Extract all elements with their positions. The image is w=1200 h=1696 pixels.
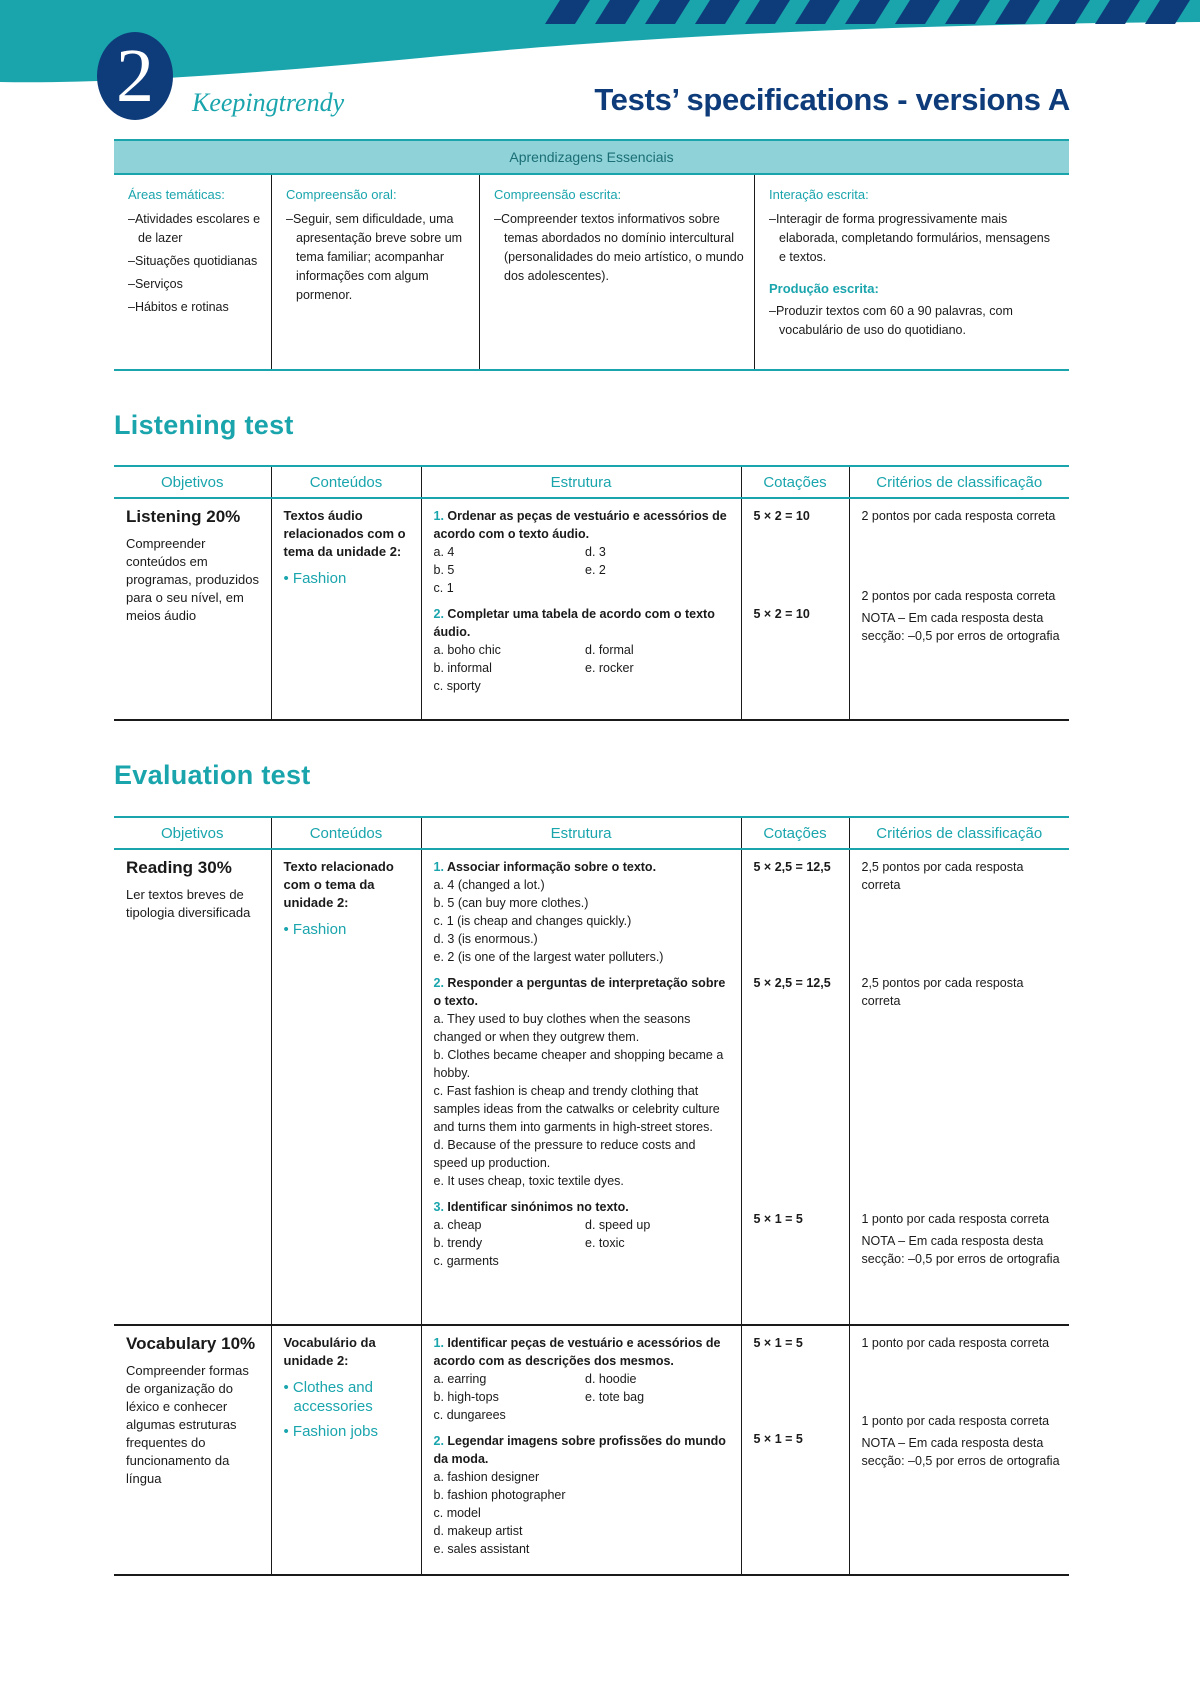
vocabulary-content-cell bbox=[271, 1325, 421, 1575]
answer-line: c. 1 (is cheap and changes quickly.) bbox=[433, 914, 632, 928]
score: 5 × 2,5 = 12,5 bbox=[753, 860, 831, 874]
answer-line: e. It uses cheap, toxic textile dyes. bbox=[433, 1174, 624, 1188]
vocabulary-structure-cell bbox=[421, 1325, 741, 1575]
ae-areas-column bbox=[114, 175, 271, 369]
option: e. toxic bbox=[585, 1236, 625, 1250]
criterion-note: NOTA – Em cada resposta desta secção: –0,5 por erros de ortografia bbox=[861, 1234, 1060, 1266]
option bbox=[585, 579, 733, 597]
col-header-criterios: Critérios de classificação bbox=[849, 466, 1069, 498]
unit-number-badge bbox=[94, 30, 176, 122]
criterion-note: NOTA – Em cada resposta desta secção: –0,5 por erros de ortografia bbox=[861, 611, 1060, 643]
option: b. trendy bbox=[433, 1236, 483, 1250]
listening-objective-cell bbox=[114, 498, 271, 720]
ae-area-item: –Serviços bbox=[128, 277, 183, 291]
objective-description: Compreender conteúdos em programas, produzidos para o seu nível, em meios áudio bbox=[126, 536, 259, 623]
option: d. formal bbox=[585, 643, 634, 657]
option: a. 4 bbox=[433, 545, 455, 559]
topic-item: • Fashion bbox=[283, 921, 347, 938]
listening-scores-cell bbox=[741, 498, 849, 720]
option: a. cheap bbox=[433, 1218, 482, 1232]
question-title: Completar uma tabela de acordo com o texto áudio. bbox=[433, 607, 715, 639]
question-title: Identificar peças de vestuário e acessórios de acordo com as descrições dos mesmos. bbox=[433, 1336, 721, 1368]
criterion: 1 ponto por cada resposta correta bbox=[861, 1212, 1050, 1226]
question bbox=[434, 1198, 733, 1270]
content-text: Textos áudio relacionados com o tema da unidade 2: bbox=[283, 508, 406, 559]
answer-line: b. 5 (can buy more clothes.) bbox=[433, 896, 589, 910]
answer-line: a. fashion designer bbox=[433, 1470, 540, 1484]
col-header-cotacoes: Cotações bbox=[741, 466, 849, 498]
ae-escrita-heading: Compreensão escrita: bbox=[494, 187, 622, 202]
reading-structure-cell bbox=[421, 849, 741, 1325]
question-number: 2. bbox=[433, 976, 444, 990]
objective-description: Ler textos breves de tipologia diversificada bbox=[126, 887, 251, 920]
ae-area-item: –Atividades escolares e de lazer bbox=[128, 212, 261, 245]
question bbox=[434, 1432, 733, 1558]
question-number: 1. bbox=[433, 860, 444, 874]
answer-line: b. fashion photographer bbox=[433, 1488, 566, 1502]
score: 5 × 2,5 = 12,5 bbox=[753, 976, 831, 990]
topic-item: • Fashion jobs bbox=[283, 1423, 378, 1440]
option bbox=[585, 1406, 733, 1424]
objective-title: Reading 30% bbox=[126, 858, 232, 877]
question-number: 2. bbox=[433, 607, 444, 621]
question-title: Identificar sinónimos no texto. bbox=[447, 1200, 629, 1214]
criterion-note: NOTA – Em cada resposta desta secção: –0,5 por erros de ortografia bbox=[861, 1436, 1060, 1468]
ae-interacao-text: –Interagir de forma progressivamente mais elaborada, completando formulários, mensagens e textos. bbox=[769, 212, 1050, 264]
option: d. 3 bbox=[585, 545, 606, 559]
question bbox=[434, 507, 733, 597]
question-title: Associar informação sobre o texto. bbox=[446, 860, 657, 874]
question bbox=[434, 858, 733, 966]
option: b. high-tops bbox=[433, 1390, 499, 1404]
option: b. 5 bbox=[433, 563, 455, 577]
score: 5 × 1 = 5 bbox=[753, 1336, 803, 1350]
question-title: Ordenar as peças de vestuário e acessórios de acordo com o texto áudio. bbox=[433, 509, 727, 541]
answer-line: e. 2 (is one of the largest water polluters.) bbox=[433, 950, 664, 964]
reading-criteria-cell bbox=[849, 849, 1069, 1325]
option: c. garments bbox=[433, 1254, 499, 1268]
reading-content-cell bbox=[271, 849, 421, 1325]
evaluation-section-title: Evaluation test bbox=[114, 760, 311, 790]
ae-interacao-heading: Interação escrita: bbox=[769, 187, 869, 202]
objective-title: Vocabulary 10% bbox=[126, 1334, 256, 1353]
option: d. speed up bbox=[585, 1218, 651, 1232]
ae-oral-heading: Compreensão oral: bbox=[286, 187, 397, 202]
ae-area-item: –Hábitos e rotinas bbox=[128, 300, 229, 314]
answer-line: c. model bbox=[433, 1506, 481, 1520]
ae-producao-heading: Produção escrita: bbox=[769, 281, 879, 296]
col-header-estrutura: Estrutura bbox=[421, 817, 741, 849]
col-header-estrutura: Estrutura bbox=[421, 466, 741, 498]
col-header-criterios: Critérios de classificação bbox=[849, 817, 1069, 849]
col-header-conteudos: Conteúdos bbox=[271, 817, 421, 849]
listening-criteria-cell bbox=[849, 498, 1069, 720]
option: e. rocker bbox=[585, 661, 634, 675]
question-number: 3. bbox=[433, 1200, 444, 1214]
question-number: 1. bbox=[433, 509, 444, 523]
criterion: 1 ponto por cada resposta correta bbox=[861, 1414, 1050, 1428]
option: a. earring bbox=[433, 1372, 487, 1386]
page-title: Tests’ specifications - versions A bbox=[594, 82, 1070, 117]
answer-line: d. 3 (is enormous.) bbox=[433, 932, 538, 946]
content-text: Vocabulário da unidade 2: bbox=[283, 1335, 376, 1368]
question bbox=[434, 605, 733, 695]
answer-line: d. makeup artist bbox=[433, 1524, 523, 1538]
question-number: 2. bbox=[433, 1434, 444, 1448]
unit-title: Keepingtrendy bbox=[192, 88, 345, 117]
ae-interacao-column bbox=[754, 175, 1069, 369]
ae-title: Aprendizagens Essenciais bbox=[114, 139, 1069, 175]
ae-oral-column bbox=[271, 175, 479, 369]
vocabulary-scores-cell bbox=[741, 1325, 849, 1575]
option: c. sporty bbox=[433, 679, 481, 693]
ae-oral-text: –Seguir, sem dificuldade, uma apresentação breve sobre um tema familiar; acompanhar informações com algum pormenor. bbox=[286, 212, 463, 302]
question-number: 1. bbox=[433, 1336, 444, 1350]
col-header-objetivos: Objetivos bbox=[114, 466, 271, 498]
option: c. 1 bbox=[433, 581, 454, 595]
question bbox=[434, 1334, 733, 1424]
question bbox=[434, 974, 733, 1190]
ae-areas-heading: Áreas temáticas: bbox=[128, 187, 225, 202]
answer-line: a. 4 (changed a lot.) bbox=[433, 878, 545, 892]
answer-line: e. sales assistant bbox=[433, 1542, 530, 1556]
vocabulary-criteria-cell bbox=[849, 1325, 1069, 1575]
col-header-cotacoes: Cotações bbox=[741, 817, 849, 849]
question-title: Responder a perguntas de interpretação sobre o texto. bbox=[433, 976, 726, 1008]
topic-item: • Fashion bbox=[283, 570, 347, 587]
score: 5 × 2 = 10 bbox=[753, 607, 810, 621]
listening-structure-cell bbox=[421, 498, 741, 720]
option bbox=[585, 677, 733, 695]
criterion: 1 ponto por cada resposta correta bbox=[861, 1336, 1050, 1350]
listening-table bbox=[114, 465, 1069, 721]
topic-item: • Clothes and accessories bbox=[283, 1379, 373, 1415]
col-header-objetivos: Objetivos bbox=[114, 817, 271, 849]
option: d. hoodie bbox=[585, 1372, 637, 1386]
answer-line: c. Fast fashion is cheap and trendy clothing that samples ideas from the catwalks or celebrity culture and turns them into garments in high-street stores. bbox=[433, 1084, 720, 1134]
listening-content-cell bbox=[271, 498, 421, 720]
ae-escrita-column bbox=[479, 175, 754, 369]
col-header-conteudos: Conteúdos bbox=[271, 466, 421, 498]
option bbox=[585, 1252, 733, 1270]
reading-scores-cell bbox=[741, 849, 849, 1325]
answer-line: d. Because of the pressure to reduce costs and speed up production. bbox=[433, 1138, 696, 1170]
objective-description: Compreender formas de organização do léxico e conhecer algumas estruturas frequentes do funcionamento da língua bbox=[126, 1363, 249, 1486]
answer-line: a. They used to buy clothes when the seasons changed or when they outgrew them. bbox=[433, 1012, 691, 1044]
aprendizagens-essenciais-box bbox=[114, 139, 1069, 371]
option: a. boho chic bbox=[433, 643, 501, 657]
objective-title: Listening 20% bbox=[126, 507, 241, 526]
evaluation-table bbox=[114, 816, 1069, 1576]
score: 5 × 2 = 10 bbox=[753, 509, 810, 523]
option: b. informal bbox=[433, 661, 492, 675]
vocabulary-objective-cell bbox=[114, 1325, 271, 1575]
criterion: 2,5 pontos por cada resposta correta bbox=[861, 860, 1024, 892]
option: e. tote bag bbox=[585, 1390, 645, 1404]
option: c. dungarees bbox=[433, 1408, 506, 1422]
listening-section-title: Listening test bbox=[114, 410, 294, 440]
answer-line: b. Clothes became cheaper and shopping became a hobby. bbox=[433, 1048, 724, 1080]
score: 5 × 1 = 5 bbox=[753, 1432, 803, 1446]
reading-objective-cell bbox=[114, 849, 271, 1325]
content-text: Texto relacionado com o tema da unidade 2: bbox=[283, 859, 394, 910]
criterion: 2 pontos por cada resposta correta bbox=[861, 509, 1056, 523]
criterion: 2,5 pontos por cada resposta correta bbox=[861, 976, 1024, 1008]
ae-producao-text: –Produzir textos com 60 a 90 palavras, com vocabulário de uso do quotidiano. bbox=[769, 304, 1013, 337]
ae-escrita-text: –Compreender textos informativos sobre temas abordados no domínio intercultural (personalidades do meio artístico, o mundo dos adolescentes). bbox=[494, 212, 744, 283]
ae-area-item: –Situações quotidianas bbox=[128, 254, 258, 268]
question-title: Legendar imagens sobre profissões do mundo da moda. bbox=[433, 1434, 726, 1466]
unit-number: 2 bbox=[116, 34, 154, 118]
criterion: 2 pontos por cada resposta correta bbox=[861, 589, 1056, 603]
score: 5 × 1 = 5 bbox=[753, 1212, 803, 1226]
option: e. 2 bbox=[585, 563, 606, 577]
